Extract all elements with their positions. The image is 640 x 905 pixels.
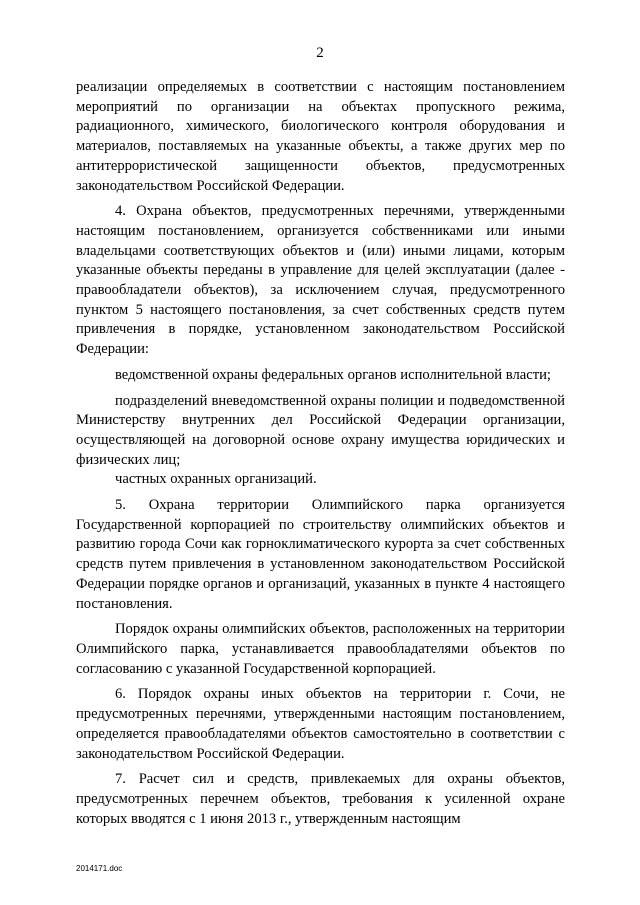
document-body xyxy=(76,78,565,829)
paragraph-olympic-park-order: Порядок охраны олимпийских объектов, расположенных на территории Олимпийского парка, устанавливается правообладателями объектов по согласованию с указанной Государственной корпорацией. xyxy=(76,621,565,677)
paragraph-item-4: 4. Охрана объектов, предусмотренных перечнями, утвержденными настоящим постановлением, организуется собственниками или иными владельцами соответствующих объектов и (или) иными лицами, которым указанные объекты переданы в управление для целей эксплуатации (далее - правообладатели объектов), за исключением случая, предусмотренного пунктом 5 настоящего постановления, за счет собственных средств путем привлечения в порядке, установленном законодательством Российской Федерации: xyxy=(76,203,565,358)
paragraph-item-6: 6. Порядок охраны иных объектов на территории г. Сочи, не предусмотренных перечнями, утвержденными настоящим постановлением, определяется правообладателями объектов самостоятельно в соответствии с законодательством Российской Федерации. xyxy=(76,686,565,762)
list-item-departmental-guard: ведомственной охраны федеральных органов исполнительной власти; xyxy=(115,366,551,383)
list-item-private-guard: частных охранных организаций. xyxy=(115,471,317,488)
paragraph-continuation: реализации определяемых в соответствии с настоящим постановлением мероприятий по организации на объектах пропускного режима, радиационного, химического, биологического контроля оборудования и материалов, поставляемых на указанные объекты, а также других мер по антитеррористической защищенности объектов, предусмотренных законодательством Российской Федерации. xyxy=(76,79,565,194)
footer-filename: 2014171.doc xyxy=(76,864,123,873)
paragraph-item-5: 5. Охрана территории Олимпийского парка организуется Государственной корпорацией по строительству олимпийских объектов и развитию города Сочи как горноклиматического курорта за счет собственных средств путем привлечения в установленном законодательством Российской Федерации порядке органов и организаций, указанных в пункте 4 настоящего постановления. xyxy=(76,497,565,612)
list-item-police-guard: подразделений вневедомственной охраны полиции и подведомственной Министерству внутренних дел Российской Федерации организации, осуществляющей на договорной основе охрану имущества юридических и физических лиц; xyxy=(76,392,565,468)
page-number: 2 xyxy=(316,45,324,61)
paragraph-item-7: 7. Расчет сил и средств, привлекаемых для охраны объектов, предусмотренных перечнем объектов, требования к усиленной охране которых вводятся с 1 июня 2013 г., утвержденным настоящим xyxy=(76,771,565,827)
